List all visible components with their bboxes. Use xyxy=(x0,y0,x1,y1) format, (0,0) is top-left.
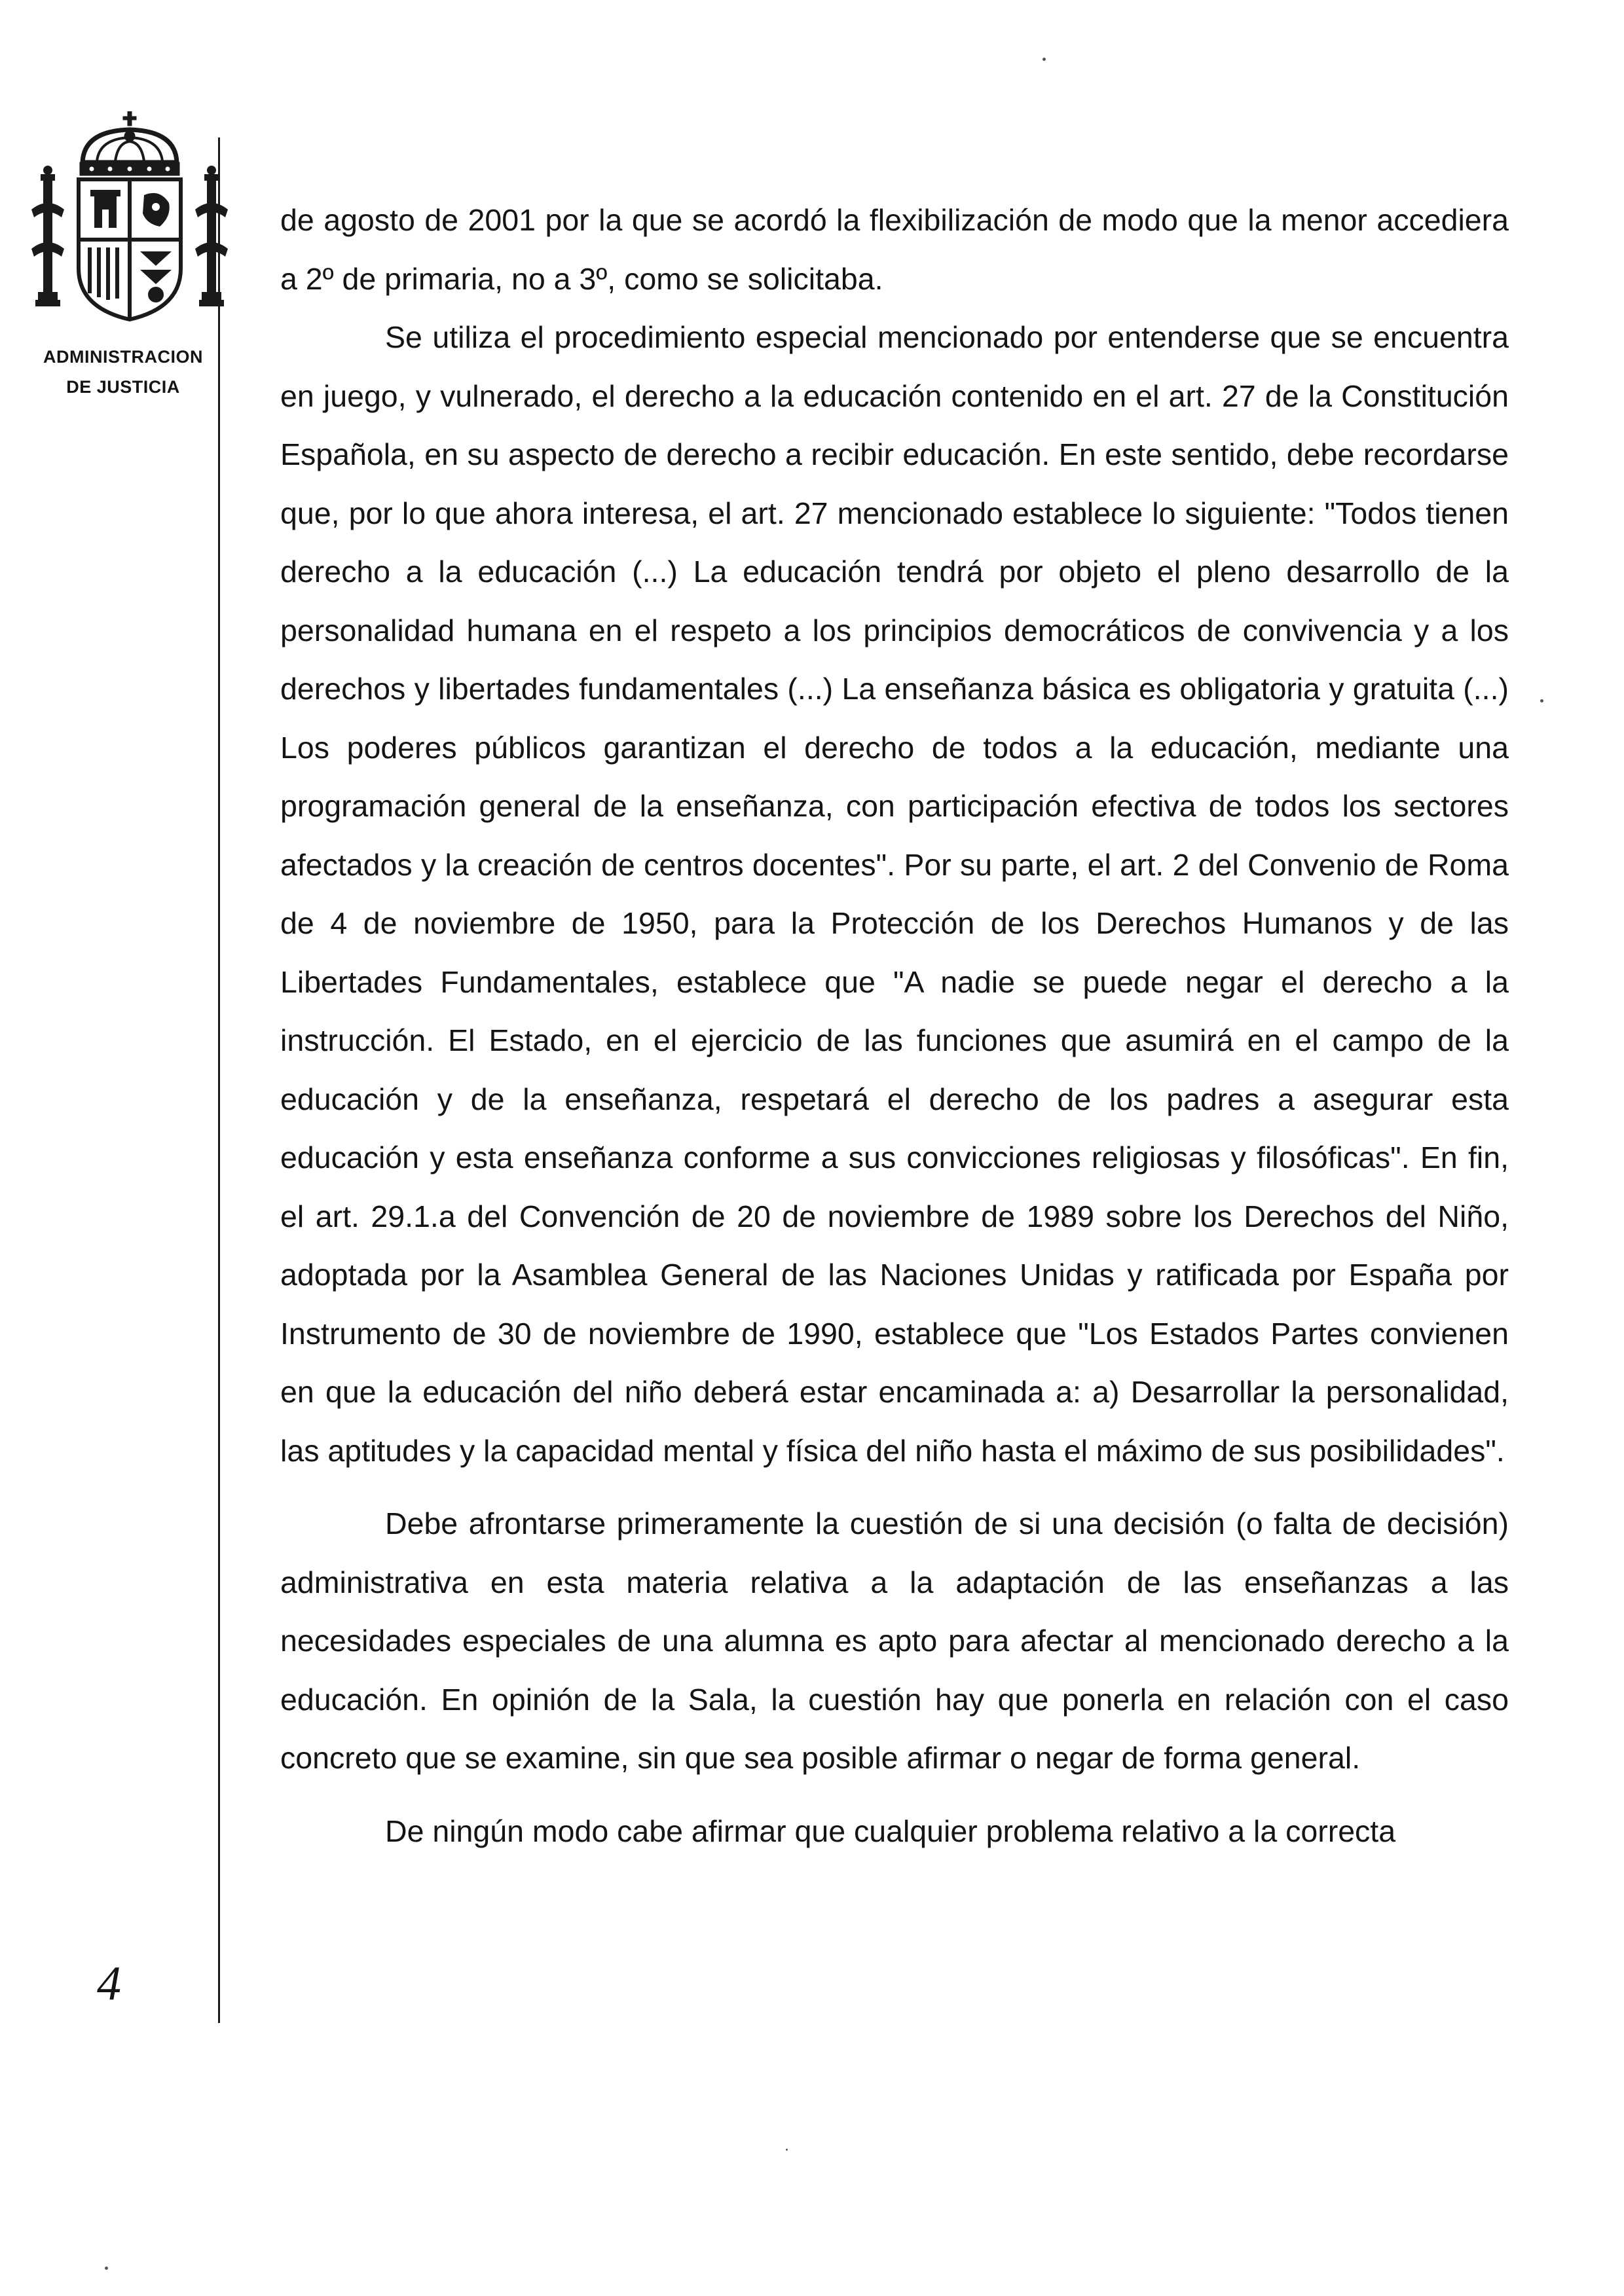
paragraph: Se utiliza el procedimiento especial mencionado por entenderse que se encuentra en juego, y vulnerado, el derecho a la educación contenido en el art. 27 de la Constitución Española, en su aspecto de derecho a recibir educación. En este sentido, debe recordarse que, por lo que ahora interesa, el art. 27 mencionado establece lo siguiente: "Todos tienen derecho a la educación (...) La educación tendrá por objeto el pleno desarrollo de la personalidad humana en el respeto a los principios democráticos de convivencia y a los derechos y libertades fundamentales (...) La enseñanza básica es obligatoria y gratuita (...) Los poderes públicos garantizan el derecho de todos a la educación, mediante una programación general de la enseñanza, con participación efectiva de todos los sectores afectados y la creación de centros docentes". Por su parte, el art. 2 del Convenio de Roma de 4 de noviembre de 1950, para la Protección de los Derechos Humanos y de las Libertades Fundamentales, establece que "A nadie se puede negar el derecho a la instrucción. El Estado, en el ejercicio de las funciones que asumirá en el campo de la educación y de la enseñanza, respetará el derecho de los padres a asegurar esta educación y esta enseñanza conforme a sus convicciones religiosas y filosóficas". En fin, el art. 29.1.a del Convención de 20 de noviembre de 1989 sobre los Derechos del Niño, adoptada por la Asamblea General de las Naciones Unidas y ratificada por España por Instrumento de 30 de noviembre de 1990, establece que "Los Estados Partes convienen en que la educación del niño deberá estar encaminada a: a) Desarrollar la personalidad, las aptitudes y la capacidad mental y física del niño hasta el máximo de sus posibilidades". xyxy=(280,320,1509,1468)
institution-line-1: ADMINISTRACION xyxy=(43,347,203,367)
page-number: 4 xyxy=(97,1957,121,2011)
paragraph: De ningún modo cabe afirmar que cualquier problema relativo a la correcta xyxy=(385,1813,1396,1848)
scan-speck xyxy=(786,2149,788,2151)
paragraph-continuation: de agosto de 2001 por la que se acordó la flexibilización de modo que la menor accediera a 2º de primaria, no a 3º, como se solicitaba. xyxy=(280,203,1509,296)
scan-speck xyxy=(1540,699,1543,702)
coat-of-arms-seal xyxy=(31,111,228,327)
paragraph: Debe afrontarse primeramente la cuestión de si una decisión (o falta de decisión) administrativa en esta materia relativa a la adaptación de las enseñanzas a las necesidades especiales de una alumna es apto para afectar al mencionado derecho a la educación. En opinión de la Sala, la cuestión hay que ponerla en relación con el caso concreto que se examine, sin que sea posible afirmar o negar de forma general. xyxy=(280,1506,1509,1775)
scan-speck xyxy=(1043,58,1046,61)
scan-speck xyxy=(105,2267,108,2270)
institution-name xyxy=(25,342,221,402)
institution-line-2: DE JUSTICIA xyxy=(66,377,180,397)
document-body xyxy=(280,191,1509,1861)
coat-of-arms-of-spain-icon xyxy=(31,111,228,327)
margin-rule xyxy=(218,137,220,2023)
